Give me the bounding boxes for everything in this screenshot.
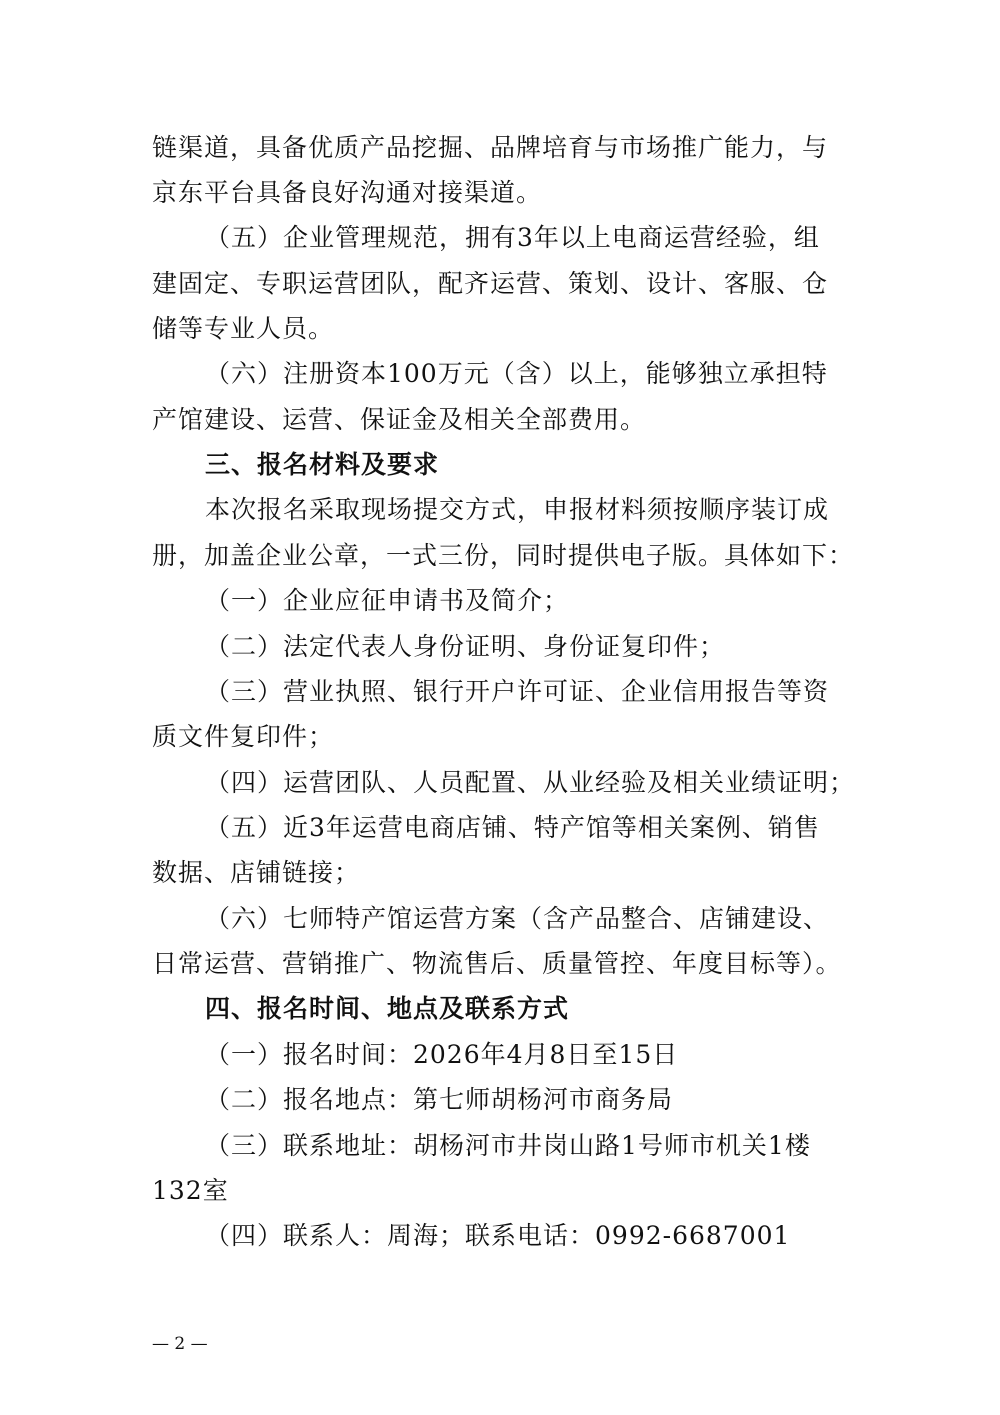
section-heading: 三、报名材料及要求 [205, 450, 440, 479]
text-line: （六）注册资本100万元（含）以上，能够独立承担特 [205, 359, 828, 388]
text-line: 建固定、专职运营团队，配齐运营、策划、设计、客服、仓 [152, 269, 829, 298]
text-line: （六）七师特产馆运营方案（含产品整合、店铺建设、 [205, 904, 830, 933]
text-line: （五）企业管理规范，拥有3年以上电商运营经验，组 [205, 223, 820, 252]
text-line: 册，加盖企业公章，一式三份，同时提供电子版。具体如下： [152, 541, 855, 570]
text-line: （三）联系地址：胡杨河市井岗山路1号师市机关1楼 [205, 1131, 811, 1160]
text-line: （二）报名地点：第七师胡杨河市商务局 [205, 1085, 674, 1114]
text-line: 日常运营、营销推广、物流售后、质量管控、年度目标等）。 [152, 949, 842, 978]
text-line: 储等专业人员。 [152, 314, 335, 343]
text-line: （四）运营团队、人员配置、从业经验及相关业绩证明； [205, 768, 856, 797]
text-line: 本次报名采取现场提交方式，申报材料须按顺序装订成 [205, 495, 830, 524]
text-line: 质文件复印件； [152, 722, 335, 751]
text-line: （一）企业应征申请书及简介； [205, 586, 570, 615]
text-line: 132室 [152, 1176, 229, 1205]
text-line: （三）营业执照、银行开户许可证、企业信用报告等资 [205, 677, 830, 706]
text-line: 京东平台具备良好沟通对接渠道。 [152, 178, 543, 207]
text-line: 链渠道，具备优质产品挖掘、品牌培育与市场推广能力，与 [152, 133, 829, 162]
text-line: （一）报名时间：2026年4月8日至15日 [205, 1040, 679, 1069]
section-heading: 四、报名时间、地点及联系方式 [205, 994, 570, 1023]
text-line: （二）法定代表人身份证明、身份证复印件； [205, 632, 726, 661]
text-line: 产馆建设、运营、保证金及相关全部费用。 [152, 405, 647, 434]
text-line: 数据、店铺链接； [152, 858, 361, 887]
text-line: （四）联系人：周海；联系电话：0992-6687001 [205, 1221, 791, 1250]
page-number: — 2 — [152, 1334, 208, 1354]
text-line: （五）近3年运营电商店铺、特产馆等相关案例、销售 [205, 813, 820, 842]
